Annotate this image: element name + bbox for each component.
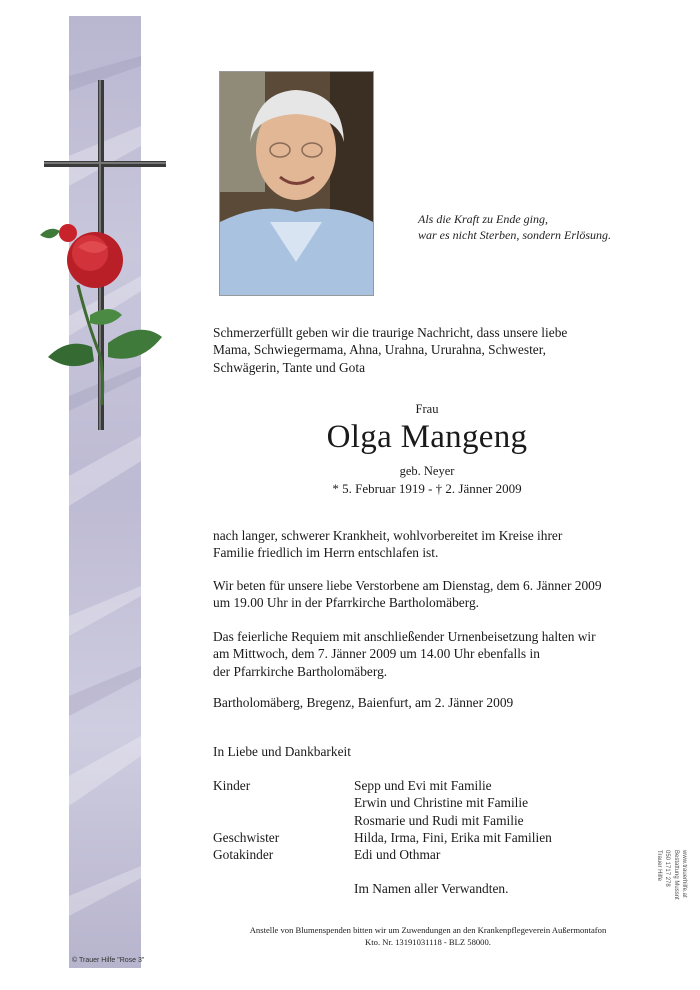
mourner-name: Sepp und Evi mit Familie [354, 778, 492, 793]
memorial-quote [418, 211, 658, 243]
salutation: Frau [415, 402, 439, 416]
mourners-intro: In Liebe und Dankbarkeit [213, 744, 351, 759]
paragraph-passing [213, 527, 653, 562]
paragraph-line: Bartholomäberg, Bregenz, Baienfurt, am 2. Jänner 2009 [213, 695, 514, 710]
mourner-group-names [354, 846, 654, 863]
paragraph-requiem [213, 628, 653, 680]
life-dates: * 5. Februar 1919 - † 2. Jänner 2009 [332, 481, 522, 496]
paragraph-line: am Mittwoch, dem 7. Jänner 2009 um 14.00 Uhr ebenfalls in [213, 646, 540, 662]
paragraph-prayer [213, 577, 653, 612]
donation-account: Kto. Nr. 13191031118 - BLZ 58000. [365, 937, 491, 947]
paragraph-line: Wir beten für unsere liebe Verstorbene am Dienstag, dem 6. Jänner 2009 [213, 578, 602, 593]
portrait-photo [219, 71, 374, 296]
mourners-closing: Im Namen aller Verwandten. [354, 881, 509, 896]
quote-line: Als die Kraft zu Ende ging, [418, 212, 548, 226]
paragraph-line: nach langer, schwerer Krankheit, wohlvorbereitet im Kreise ihrer [213, 528, 563, 543]
mourner-group-label: Gotakinder [213, 847, 274, 862]
birth-name: geb. Neyer [399, 464, 455, 478]
mourner-name: Hilda, Irma, Fini, Erika mit Familien [354, 830, 552, 845]
company-imprint [653, 850, 689, 960]
donation-note: Anstelle von Blumenspenden bitten wir um Zuwendungen an den Krankenpflegeverein Außermontafon [249, 925, 607, 935]
mourner-name: Rosmarie und Rudi mit Familie [354, 812, 524, 828]
cross-with-rose [30, 75, 170, 435]
intro-line: Mama, Schwiegermama, Ahna, Urahna, Ururahna, Schwester, [213, 342, 546, 358]
image-credit: © Trauer Hilfe "Rose 3" [72, 957, 145, 964]
imprint-line: 050 1717 278 [664, 850, 670, 887]
paragraph-line: der Pfarrkirche Bartholomäberg. [213, 663, 388, 679]
mourner-group-names [354, 777, 654, 829]
deceased-name: Olga Mangeng [326, 419, 528, 455]
intro-line: Schwägerin, Tante und Gota [213, 359, 366, 375]
paragraph-line: um 19.00 Uhr in der Pfarrkirche Bartholomäberg. [213, 595, 480, 611]
mourner-name: Erwin und Christine mit Familie [354, 795, 529, 811]
paragraph-place-date [213, 694, 653, 711]
quote-line: war es nicht Sterben, sondern Erlösung. [418, 228, 611, 242]
imprint-line: www.trauerhilfe.at [681, 850, 687, 898]
intro-line: Schmerzerfüllt geben wir die traurige Nachricht, dass unsere liebe [213, 325, 568, 340]
mourner-group-label: Kinder [213, 778, 251, 793]
mourner-group-label: Geschwister [213, 830, 280, 845]
paragraph-line: Das feierliche Requiem mit anschließender Urnenbeisetzung halten wir [213, 629, 596, 644]
imprint-line: Trauer Hilfe [656, 850, 662, 882]
mourner-group-names [354, 829, 654, 846]
imprint-line: Bestattung Mussnt [673, 850, 679, 900]
mourner-name: Edi und Othmar [354, 847, 441, 862]
announcement-intro [213, 324, 653, 376]
paragraph-line: Familie friedlich im Herrn entschlafen ist. [213, 545, 439, 561]
